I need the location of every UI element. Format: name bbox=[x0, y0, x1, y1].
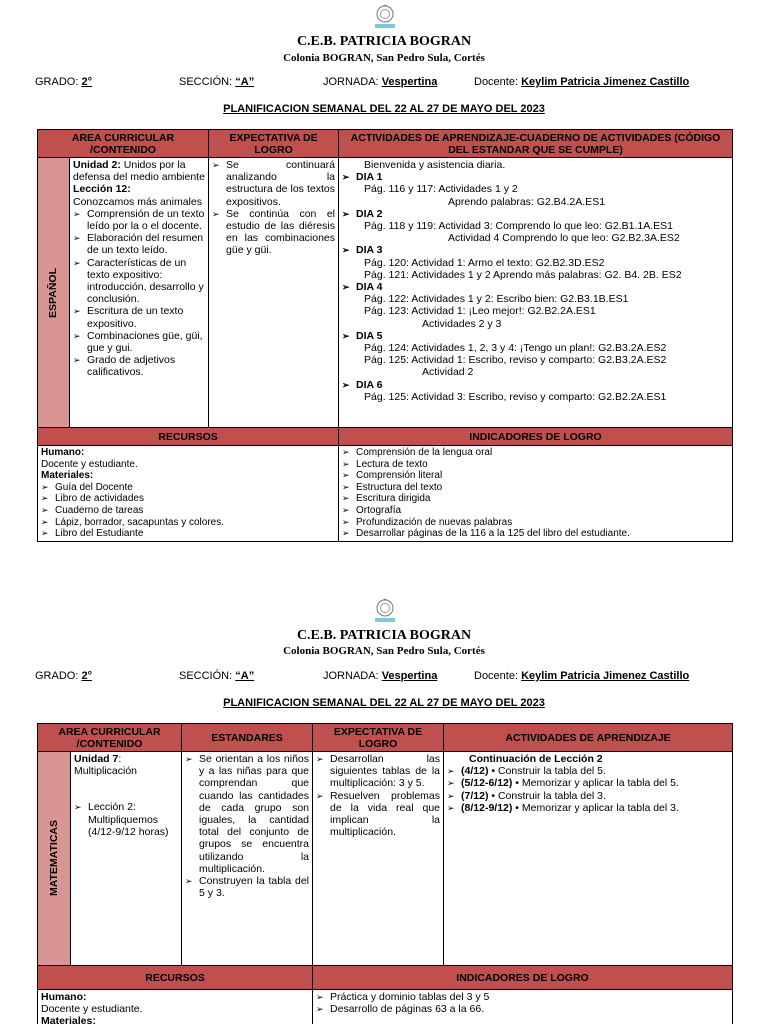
list-item: ➢ Se continuará analizando la estructura de los textos expositivos. bbox=[212, 159, 335, 208]
grado-value: 2° bbox=[81, 76, 92, 88]
list-item: ➢ Lectura de texto bbox=[342, 459, 729, 471]
list-item: ➢ Se continúa con el estudio de las diéresis en las combinaciones güe y güi. bbox=[212, 208, 335, 257]
subject-label: ESPAÑOL bbox=[47, 267, 60, 318]
subject-cell bbox=[38, 158, 70, 428]
list-item: ➢ Grado de adjetivos calificativos. bbox=[73, 354, 205, 378]
header-indicadores: INDICADORES DE LOGRO bbox=[313, 966, 733, 990]
list-item: ➢ Combinaciones güe, güi, gue y gui. bbox=[73, 330, 205, 354]
list-item: ➢ Escritura dirigida bbox=[342, 493, 729, 505]
seccion-value: “A” bbox=[235, 670, 255, 682]
school-address: Colonia BOGRAN, San Pedro Sula, Cortés bbox=[283, 645, 485, 657]
school-name: C.E.B. PATRICIA BOGRAN bbox=[296, 628, 472, 643]
jornada-field: JORNADA: Vespertina bbox=[323, 670, 438, 682]
contenido-cell: Unidad 7: Multiplicación ➢ Lección 2: Multipliquemos (4/12-9/12 horas) bbox=[71, 752, 182, 966]
header-area-curricular: AREA CURRICULAR /CONTENIDO bbox=[38, 724, 182, 752]
docente-value: Keylim Patricia Jimenez Castillo bbox=[521, 76, 690, 88]
list-item: ➢ Libro del Estudiante bbox=[41, 528, 335, 540]
header-actividades: ACTIVIDADES DE APRENDIZAJE-CUADERNO DE ACTIVIDADES (CÓDIGO DEL ESTANDAR QUE SE CUMPLE) bbox=[339, 130, 733, 158]
list-item: ➢ Comprensión literal bbox=[342, 470, 729, 482]
jornada-value: Vespertina bbox=[381, 670, 438, 682]
list-item: ➢ Desarrollan las siguientes tablas de la multiplicación: 3 y 5. bbox=[316, 753, 440, 790]
espanol-planning-table bbox=[37, 129, 733, 542]
list-item: ➢ Lección 2: Multipliquemos (4/12-9/12 horas) bbox=[74, 801, 178, 838]
list-item: ➢ Comprensión de la lengua oral bbox=[342, 447, 729, 459]
plan-title: PLANIFICACION SEMANAL DEL 22 AL 27 DE MAYO DEL 2023 bbox=[223, 697, 545, 709]
subject-cell bbox=[38, 752, 71, 966]
expectativa-cell bbox=[313, 752, 444, 966]
planning-page-matematicas bbox=[0, 596, 768, 1024]
grado-field: GRADO: 2° bbox=[35, 76, 92, 88]
subject-label: MATEMATICAS bbox=[47, 820, 60, 897]
list-item: ➢ Profundización de nuevas palabras bbox=[342, 517, 729, 529]
list-item: ➢ (8/12-9/12) • Memorizar y aplicar la tabla del 3. bbox=[447, 802, 729, 814]
list-item: ➢ Escritura de un texto expositivo. bbox=[73, 305, 205, 329]
grado-field: GRADO: 2° bbox=[35, 670, 92, 682]
day-label: ➢ DIA 1 bbox=[342, 171, 729, 183]
docente-field: Docente: Keylim Patricia Jimenez Castillo bbox=[474, 76, 690, 88]
jornada-value: Vespertina bbox=[381, 76, 438, 88]
list-item: ➢ (4/12) • Construir la tabla del 5. bbox=[447, 765, 729, 777]
list-item: ➢ Guía del Docente bbox=[41, 482, 335, 494]
list-item: ➢ Construyen la tabla del 5 y 3. bbox=[185, 875, 309, 899]
list-item: ➢ Desarrollo de páginas 63 a la 66. bbox=[316, 1003, 729, 1015]
seccion-field: SECCIÓN: “A” bbox=[179, 670, 255, 682]
day-label: ➢ DIA 3 bbox=[342, 244, 729, 256]
indicadores-cell bbox=[313, 990, 733, 1024]
school-name: C.E.B. PATRICIA BOGRAN bbox=[296, 34, 472, 49]
jornada-field: JORNADA: Vespertina bbox=[323, 76, 438, 88]
header-indicadores: INDICADORES DE LOGRO bbox=[339, 428, 733, 446]
list-item: ➢ Resuelven problemas de la vida real que implican la multiplicación. bbox=[316, 790, 440, 839]
header-area-curricular: AREA CURRICULAR /CONTENIDO bbox=[38, 130, 209, 158]
seccion-value: “A” bbox=[235, 76, 255, 88]
expectativa-cell bbox=[209, 158, 339, 428]
grado-value: 2° bbox=[81, 670, 92, 682]
header-expectativa: EXPECTATIVA DE LOGRO bbox=[209, 130, 339, 158]
plan-title: PLANIFICACION SEMANAL DEL 22 AL 27 DE MAYO DEL 2023 bbox=[223, 103, 545, 115]
honduras-seal-logo bbox=[367, 4, 403, 32]
day-label: ➢ DIA 6 bbox=[342, 379, 729, 391]
list-item: ➢ Estructura del texto bbox=[342, 482, 729, 494]
header-estandares: ESTANDARES bbox=[182, 724, 313, 752]
recursos-cell: Humano: Docente y estudiante. Materiales: ➢ Guía del Docente ➢ Libro de actividades ➢ Cuaderno de tareas ➢ Lápiz, borrador, sacapuntas y colores. ➢ Libro del Estudiante bbox=[38, 446, 339, 542]
honduras-seal-logo bbox=[367, 598, 403, 626]
docente-value: Keylim Patricia Jimenez Castillo bbox=[521, 670, 690, 682]
actividades-cell: Bienvenida y asistencia diaria. ➢ DIA 1 Pág. 116 y 117: Actividades 1 y 2 Aprendo palabras: G2.B4.2A.ES1 ➢ DIA 2 Pág. 118 y 119: Actividad 3: Comprendo lo que leo: G2.B1.1A.ES1 Actividad 4 Comprendo lo que leo: G2.B2.3A.ES2 ➢ DIA 3 Pág. 120: Actividad 1: Armo el texto: G2.B2.3D.ES2 Pág. 121: Actividades 1 y 2 Aprendo más palabras: G2. B4. 2B. ES2 ➢ DIA 4 Pág. 122: Actividades 1 y 2: Escribo bien: G2.B3.1B.ES1 Pág. 123: Actividad 1: ¡Leo mejor!: G2.B2.2A.ES1 Actividades 2 y 3 ➢ DIA 5 Pág. 124: Actividades 1, 2, 3 y 4: ¡Tengo un plan!: G2.B3.2A.ES2 Pág. 125: Actividad 1: Escribo, reviso y comparto: G2.B3.2A.ES2 Actividad 2 ➢ DIA 6 Pág. 125: Actividad 3: Escribo, reviso y comparto: G2.B2.2A.ES1 bbox=[339, 158, 733, 428]
contenidos-list bbox=[73, 208, 205, 379]
recursos-cell: Humano: Docente y estudiante. Materiales: bbox=[38, 990, 313, 1024]
list-item: ➢ Ortografía bbox=[342, 505, 729, 517]
header-recursos: RECURSOS bbox=[38, 966, 313, 990]
matematicas-planning-table bbox=[37, 723, 733, 1024]
day-label: ➢ DIA 4 bbox=[342, 281, 729, 293]
day-label: ➢ DIA 5 bbox=[342, 330, 729, 342]
list-item: ➢ Desarrollar páginas de la 116 a la 125 del libro del estudiante. bbox=[342, 528, 729, 540]
header-recursos: RECURSOS bbox=[38, 428, 339, 446]
list-item: ➢ Comprensión de un texto leído por la o el docente. bbox=[73, 208, 205, 232]
indicadores-cell bbox=[339, 446, 733, 542]
list-item: ➢ Lápiz, borrador, sacapuntas y colores. bbox=[41, 517, 335, 529]
list-item: ➢ (5/12-6/12) • Memorizar y aplicar la tabla del 5. bbox=[447, 777, 729, 789]
list-item: ➢ Cuaderno de tareas bbox=[41, 505, 335, 517]
list-item: ➢ (7/12) • Construir la tabla del 3. bbox=[447, 790, 729, 802]
list-item: ➢ Elaboración del resumen de un texto leído. bbox=[73, 232, 205, 256]
list-item: ➢ Se orientan a los niños y a las niñas para que comprendan que cuando las cantidades de cada grupo son iguales, la cantidad total del conjunto de grupos se encuentra utilizando la multiplicación. bbox=[185, 753, 309, 875]
day-label: ➢ DIA 2 bbox=[342, 208, 729, 220]
school-address: Colonia BOGRAN, San Pedro Sula, Cortés bbox=[283, 52, 485, 64]
header-actividades: ACTIVIDADES DE APRENDIZAJE bbox=[444, 724, 733, 752]
contenido-cell: Unidad 2: Unidos por la defensa del medio ambiente Lección 12: Conozcamos más animales ➢ Comprensión de un texto leído por la o el docente. ➢ Elaboración del resumen de un texto leído. ➢ Características de un texto expositivo: introducción, desarrollo y conclusión. ➢ Escritura de un texto expositivo. ➢ Combinaciones güe, güi, gue y gui. ➢ Grado de adjetivos calificativos. bbox=[70, 158, 209, 428]
docente-field: Docente: Keylim Patricia Jimenez Castillo bbox=[474, 670, 690, 682]
list-item: ➢ Características de un texto expositivo: introducción, desarrollo y conclusión. bbox=[73, 257, 205, 306]
actividades-cell bbox=[444, 752, 733, 966]
header-expectativa: EXPECTATIVA DE LOGRO bbox=[313, 724, 444, 752]
estandares-cell bbox=[182, 752, 313, 966]
actividades-title: Continuación de Lección 2 bbox=[469, 753, 603, 765]
seccion-field: SECCIÓN: “A” bbox=[179, 76, 255, 88]
list-item: ➢ Práctica y dominio tablas del 3 y 5 bbox=[316, 991, 729, 1003]
list-item: ➢ Libro de actividades bbox=[41, 493, 335, 505]
